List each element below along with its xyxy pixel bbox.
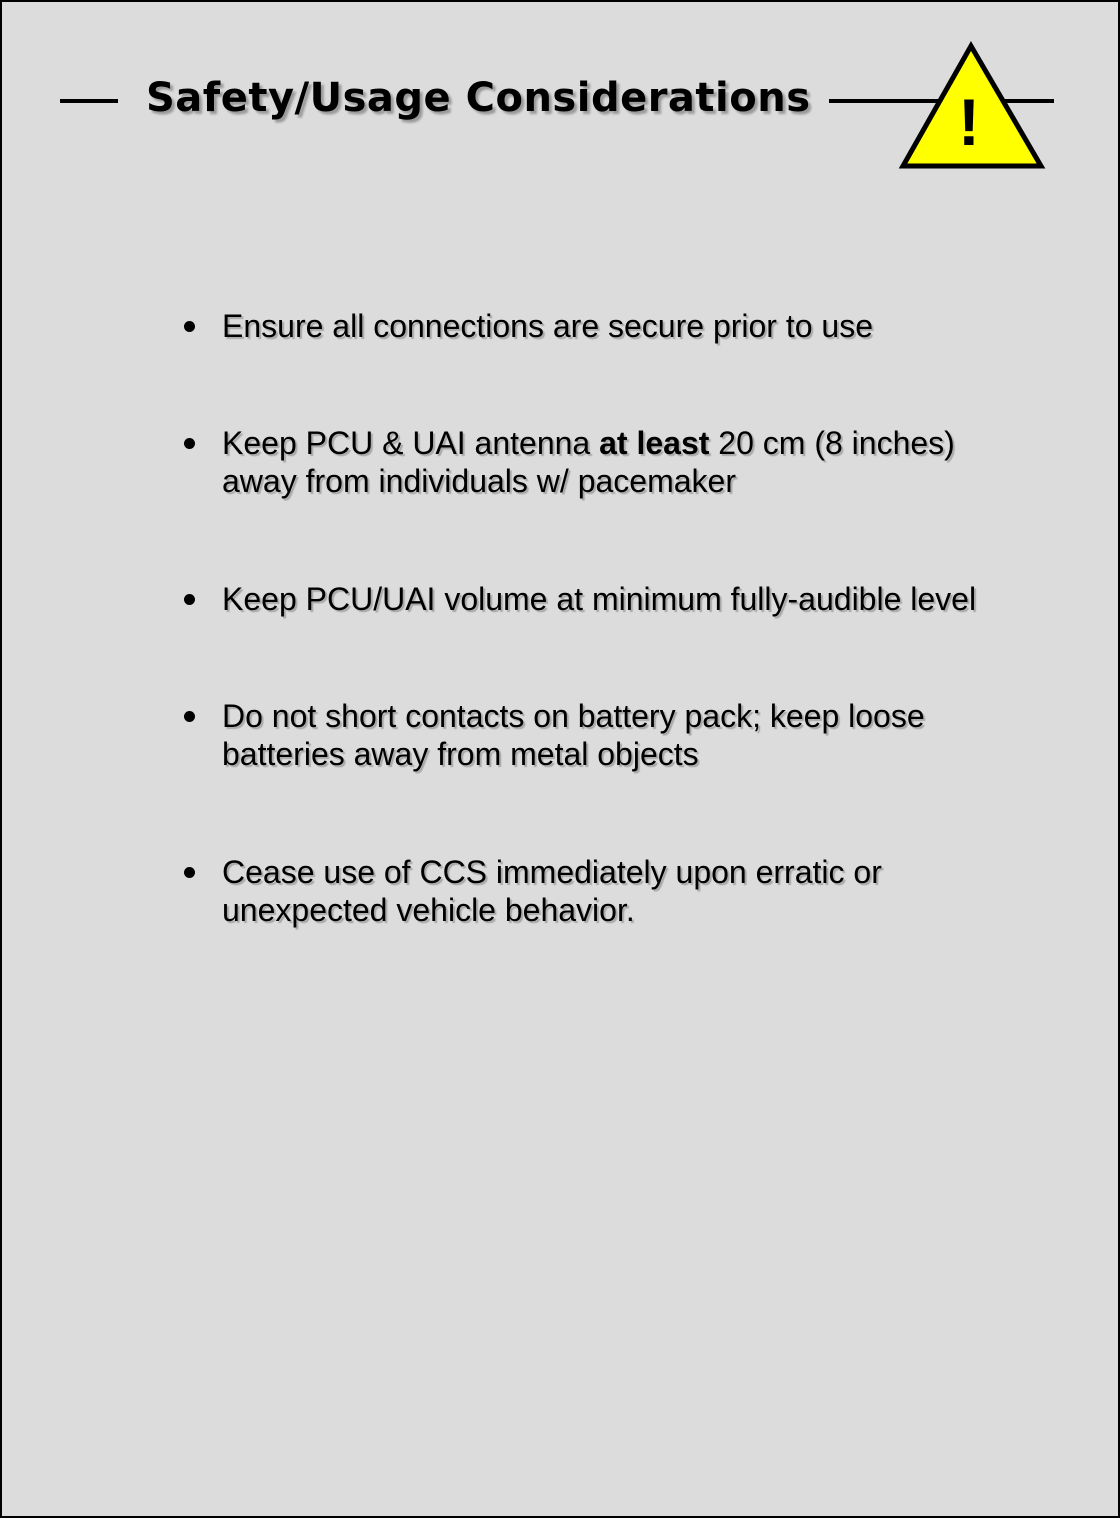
title-rule-left	[60, 99, 118, 103]
page-title: Safety/Usage Considerations	[146, 75, 811, 121]
bullet-dot	[184, 867, 195, 878]
bullet-dot	[184, 711, 195, 722]
list-item	[184, 307, 873, 345]
bullet-text: Keep PCU/UAI volume at minimum fully-audible level	[222, 581, 977, 617]
bullet-text-line2: unexpected vehicle behavior.	[222, 892, 635, 928]
list-item	[184, 580, 976, 618]
list-item	[184, 424, 955, 500]
bullet-text-prefix: Keep PCU & UAI antenna	[222, 425, 600, 461]
bullet-dot	[184, 594, 195, 605]
warning-exclamation: !	[958, 85, 980, 159]
list-item	[184, 853, 882, 929]
bullet-dot	[184, 438, 195, 449]
warning-triangle-icon	[896, 40, 1046, 172]
bullet-text: Ensure all connections are secure prior to use	[222, 308, 874, 344]
bullet-text-suffix: 20 cm (8 inches)	[709, 425, 955, 461]
bullet-text-bold: at least	[599, 425, 710, 461]
bullet-text-line1: Do not short contacts on battery pack; keep loose	[222, 698, 925, 734]
bullet-text-line2: batteries away from metal objects	[222, 736, 699, 772]
list-item	[184, 697, 925, 773]
bullet-dot	[184, 321, 195, 332]
bullet-text-line1: Cease use of CCS immediately upon erratic or	[222, 854, 882, 890]
bullet-text-line2: away from individuals w/ pacemaker	[222, 463, 736, 499]
